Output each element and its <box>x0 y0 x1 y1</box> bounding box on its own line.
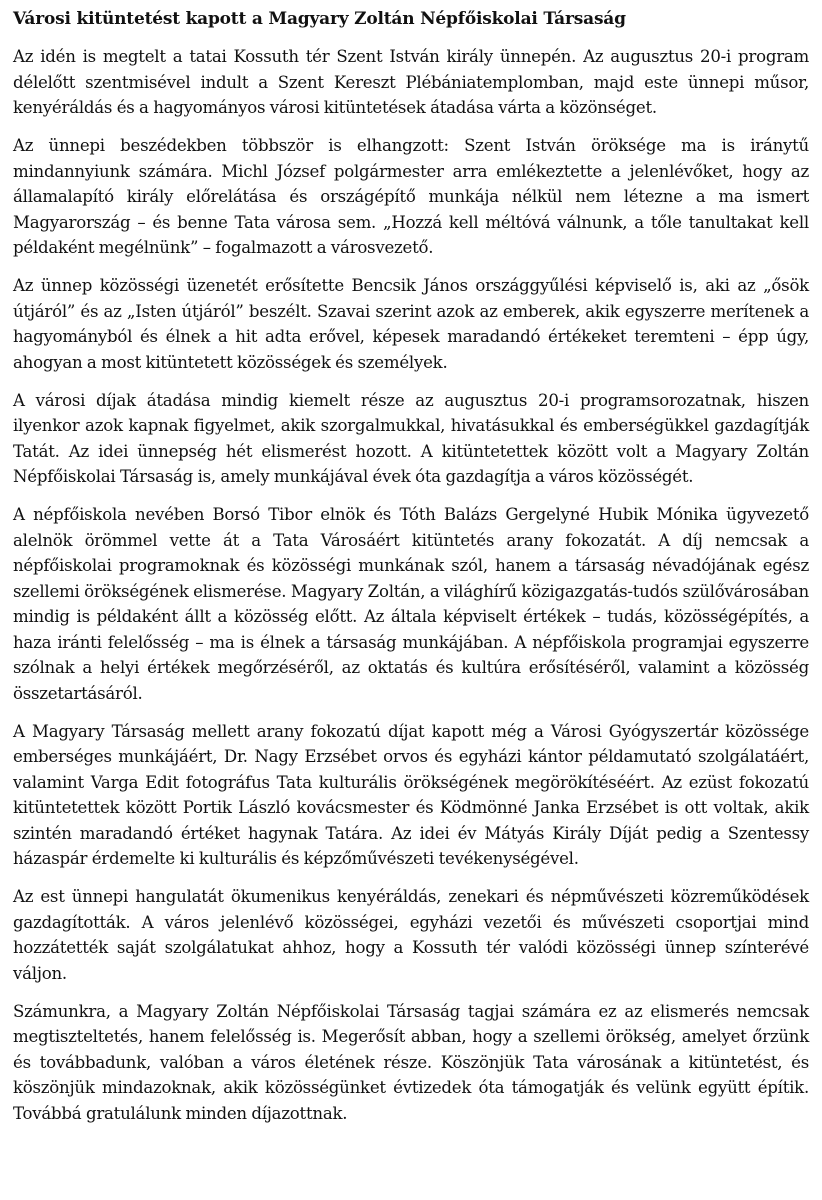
paragraph-4: A városi díjak átadása mindig kiemelt része az augusztus 20-i programsorozatnak, hiszen ilyenkor azok kapnak figyelmet, akik szorgalmukkal, hivatásukkal és emberségükkel gazdagítják Tatát. Az idei ünnepség hét elismerést hozott. A kitüntetettek között volt a Magyary Zoltán Népfőiskolai Társaság is, amely munkájával évek óta gazdagítja a város közösségét. <box>13 390 809 486</box>
article-title: Városi kitüntetést kapott a Magyary Zoltán Népfőiskolai Társaság <box>13 9 626 29</box>
paragraph-5: A népfőiskola nevében Borsó Tibor elnök és Tóth Balázs Gergelyné Hubik Mónika ügyvezető alelnök örömmel vette át a Tata Városáért kitüntetés arany fokozatát. A díj nemcsak a népfőiskolai programoknak és közösségi munkának szól, hanem a társaság névadójának egész szellemi örökségének elismerése. Magyary Zoltán, a világhírű közigazgatás-tudós szülővárosában mindig is példaként állt a közösség előtt. Az általa képviselt értékek – tudás, közösségépítés, a haza iránti felelősség – ma is élnek a társaság munkájában. A népfőiskola programjai egyszerre szólnak a helyi értékek megőrzéséről, az oktatás és kultúra erősítéséről, valamint a közösség összetartásáról. <box>13 505 809 703</box>
paragraph-3: Az ünnep közösségi üzenetét erősítette Bencsik János országgyűlési képviselő is, aki az „ősök útjáról” és az „Isten útjáról” beszélt. Szavai szerint azok az emberek, akik egyszerre merítenek a hagyományból és élnek a hit adta erővel, képesek maradandó értékeket teremteni – épp úgy, ahogyan a most kitüntetett közösségek és személyek. <box>13 276 809 372</box>
paragraph-8: Számunkra, a Magyary Zoltán Népfőiskolai Társaság tagjai számára ez az elismerés nemcsak megtiszteltetés, hanem felelősség is. Megerősít abban, hogy a szellemi örökség, amelyet őrzünk és továbbadunk, valóban a város életének része. Köszönjük Tata városának a kitüntetést, és köszönjük mindazoknak, akik közösségünket évtizedek óta támogatják és velünk együtt építik. Továbbá gratulálunk minden díjazottnak. <box>13 1001 809 1123</box>
paragraph-6: A Magyary Társaság mellett arany fokozatú díjat kapott még a Városi Gyógyszertár közössége emberséges munkájáért, Dr. Nagy Erzsébet orvos és egyházi kántor példamutató szolgálatáért, valamint Varga Edit fotográfus Tata kulturális örökségének megörökítéséért. Az ezüst fokozatú kitüntetettek között Portik László kovácsmester és Ködmönné Janka Erzsébet is ott voltak, akik szintén maradandó értéket hagynak Tatára. Az idei év Mátyás Király Díját pedig a Szentessy házaspár érdemelte ki kulturális és képzőművészeti tevékenységével. <box>13 721 809 868</box>
paragraph-1: Az idén is megtelt a tatai Kossuth tér Szent István király ünnepén. Az augusztus 20-i program délelőtt szentmisével indult a Szent Kereszt Plébániatemplomban, majd este ünnepi műsor, kenyéráldás és a hagyományos városi kitüntetések átadása várta a közönséget. <box>13 47 809 117</box>
paragraph-7: Az est ünnepi hangulatát ökumenikus kenyéráldás, zenekari és népművészeti közreműködések gazdagították. A város jelenlévő közösségei, egyházi vezetői és művészeti csoportjai mind hozzátették saját szolgálatukat ahhoz, hogy a Kossuth tér valódi közösségi ünnep színterévé váljon. <box>13 887 809 983</box>
paragraph-2: Az ünnepi beszédekben többször is elhangzott: Szent István öröksége ma is iránytű mindannyiunk számára. Michl József polgármester arra emlékeztette a jelenlévőket, hogy az államalapító király előrelátása és országépítő munkája nélkül nem létezne a ma ismert Magyarország – és benne Tata városa sem. „Hozzá kell méltóvá válnunk, a tőle tanultakat kell példaként megélnünk” – fogalmazott a városvezető. <box>13 136 809 257</box>
document-page <box>13 6 809 1139</box>
